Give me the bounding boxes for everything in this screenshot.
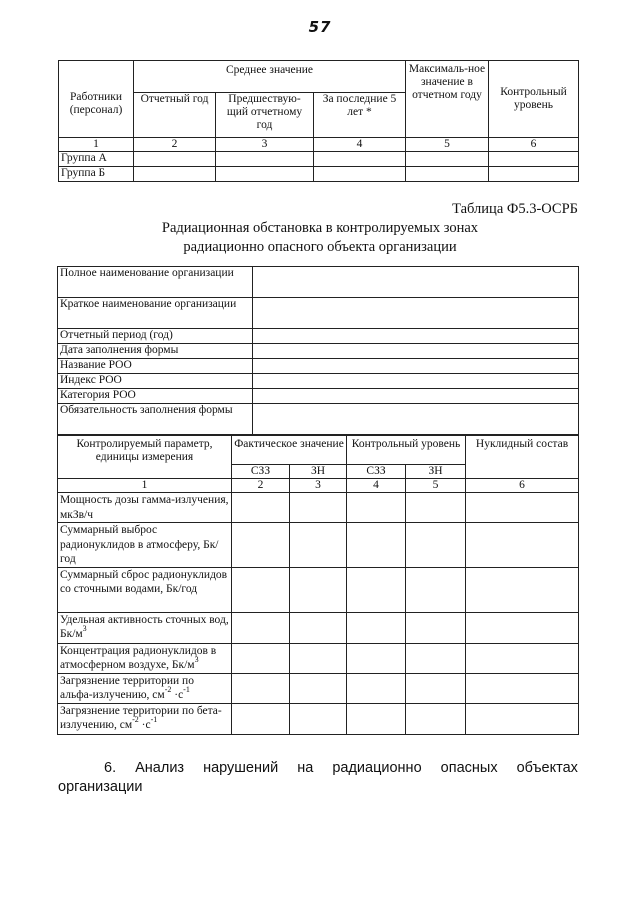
heading-word: 6. [104,760,117,776]
cell[interactable] [232,703,290,734]
page-number: 57 [308,18,332,36]
header-control-level: Контрольный уровень [347,436,466,465]
column-number: 4 [314,138,406,152]
header-parameter: Контролируемый параметр, единицы измерения [58,436,232,479]
cell[interactable] [406,673,466,703]
table-title-line-1: Радиационная обстановка в контролируемых зонах [161,220,479,236]
header-actual-value: Фактическое значение [232,436,347,465]
header-control-level: Контрольный уровень [489,61,579,138]
info-label: Дата заполнения формы [58,344,253,359]
organization-info-table [57,266,579,435]
column-number: 3 [216,138,314,152]
cell[interactable] [347,673,406,703]
info-value[interactable] [253,374,579,389]
cell[interactable] [314,167,406,182]
parameter-text: Концентрация радионуклидов в атмосферном воздухе, Бк/м [60,644,217,671]
cell[interactable] [347,703,406,734]
unit-text: ·с [171,689,184,701]
cell[interactable] [406,567,466,612]
subheader-zn: ЗН [406,465,466,479]
info-value[interactable] [253,404,579,435]
cell[interactable] [406,493,466,523]
info-value[interactable] [253,298,579,329]
cell[interactable] [406,152,489,167]
table-label: Таблица Ф5.3-ОСРБ [452,201,578,217]
cell[interactable] [347,567,406,612]
parameter-text: Загрязнение территории по альфа-излучению, см [60,674,194,701]
cell[interactable] [232,673,290,703]
info-value[interactable] [253,359,579,374]
personnel-dose-table [58,60,579,182]
cell[interactable] [347,643,406,673]
unit-exponent: -2 [132,715,139,724]
parameter-text: Суммарный сброс радионуклидов со сточными водами, Бк/год [60,568,228,595]
header-last-5-years: За последние 5 лет * [314,93,406,138]
heading-word: радиационно [332,760,422,776]
column-number: 6 [466,479,579,493]
parameter-label [58,493,232,523]
parameter-rows [58,493,579,735]
table-row [58,703,579,734]
cell[interactable] [134,167,216,182]
section-heading [58,759,578,797]
header-workers: Работники (персонал) [59,61,134,138]
cell[interactable] [466,643,579,673]
info-label: Категория РОО [58,389,253,404]
section-heading-line-1 [58,759,578,778]
table-title-line-2: радиационно опасного объекта организации [183,239,457,255]
parameter-label [58,703,232,734]
column-number: 4 [347,479,406,493]
cell[interactable] [406,523,466,568]
cell[interactable] [406,643,466,673]
cell[interactable] [232,493,290,523]
parameter-label [58,643,232,673]
cell[interactable] [290,673,347,703]
parameter-label [58,673,232,703]
parameter-text: Загрязнение территории по бета-излучению, см [60,704,222,731]
table-row [58,493,579,523]
table-row [58,612,579,643]
cell[interactable] [466,673,579,703]
parameter-label [58,567,232,612]
table-row [58,567,579,612]
header-nuclide-composition: Нуклидный состав [466,436,579,479]
header-max-value: Максималь-ное значение в отчетном году [406,61,489,138]
subheader-szz: СЗЗ [347,465,406,479]
cell[interactable] [232,643,290,673]
cell[interactable] [290,567,347,612]
table-row [58,643,579,673]
table-row [58,673,579,703]
subheader-zn: ЗН [290,465,347,479]
cell[interactable] [290,703,347,734]
table-row [59,152,579,167]
info-value[interactable] [253,267,579,298]
cell[interactable] [290,643,347,673]
unit-exponent: -1 [183,685,190,694]
info-value[interactable] [253,344,579,359]
info-label: Отчетный период (год) [58,329,253,344]
cell[interactable] [406,612,466,643]
header-report-year: Отчетный год [134,93,216,138]
column-number: 5 [406,479,466,493]
cell[interactable] [314,152,406,167]
radiation-parameters-table [57,435,579,735]
unit-exponent: 3 [82,624,87,633]
parameter-label [58,612,232,643]
column-number: 6 [489,138,579,152]
info-value[interactable] [253,389,579,404]
row-label-group-a: Группа А [59,152,134,167]
cell[interactable] [290,493,347,523]
unit-exponent: 3 [194,655,199,664]
header-average-group: Среднее значение [134,61,406,93]
table-row [58,523,579,568]
cell[interactable] [406,167,489,182]
cell[interactable] [466,703,579,734]
info-label: Индекс РОО [58,374,253,389]
heading-word: опасных [440,760,498,776]
subheader-szz: СЗЗ [232,465,290,479]
column-number: 2 [134,138,216,152]
cell[interactable] [290,523,347,568]
unit-text: ·с [138,719,151,731]
row-label-group-b: Группа Б [59,167,134,182]
cell[interactable] [134,152,216,167]
cell[interactable] [347,612,406,643]
parameter-label [58,523,232,568]
cell[interactable] [216,167,314,182]
cell[interactable] [216,152,314,167]
column-number: 2 [232,479,290,493]
heading-word: Анализ [135,760,185,776]
header-previous-year: Предшествую-щий отчетному год [216,93,314,138]
info-label: Краткое наименование организации [58,298,253,329]
cell[interactable] [466,612,579,643]
cell[interactable] [232,567,290,612]
info-label: Полное наименование организации [58,267,253,298]
heading-word: объектах [516,760,578,776]
cell[interactable] [489,167,579,182]
cell[interactable] [466,567,579,612]
info-value[interactable] [253,329,579,344]
unit-exponent: -1 [150,715,158,724]
cell[interactable] [466,523,579,568]
cell[interactable] [347,523,406,568]
column-number: 1 [59,138,134,152]
info-label: Обязательность заполнения формы [58,404,253,435]
cell[interactable] [232,612,290,643]
section-heading-line-2: организации [58,779,143,795]
unit-exponent: -2 [164,685,172,694]
cell[interactable] [466,493,579,523]
info-label: Название РОО [58,359,253,374]
column-number: 1 [58,479,232,493]
parameter-text: Удельная активность сточных вод, Бк/м [60,613,229,640]
cell[interactable] [489,152,579,167]
parameter-text: Суммарный выброс радионуклидов в атмосферу, Бк/год [60,524,219,565]
table-row [59,167,579,182]
cell[interactable] [406,703,466,734]
table-title [0,219,640,257]
column-number: 3 [290,479,347,493]
cell[interactable] [347,493,406,523]
heading-word: нарушений [203,760,279,776]
column-number: 5 [406,138,489,152]
heading-word: на [297,760,314,776]
parameter-text: Мощность дозы гамма-излучения, мкЗв/ч [60,494,229,521]
cell[interactable] [290,612,347,643]
cell[interactable] [232,523,290,568]
